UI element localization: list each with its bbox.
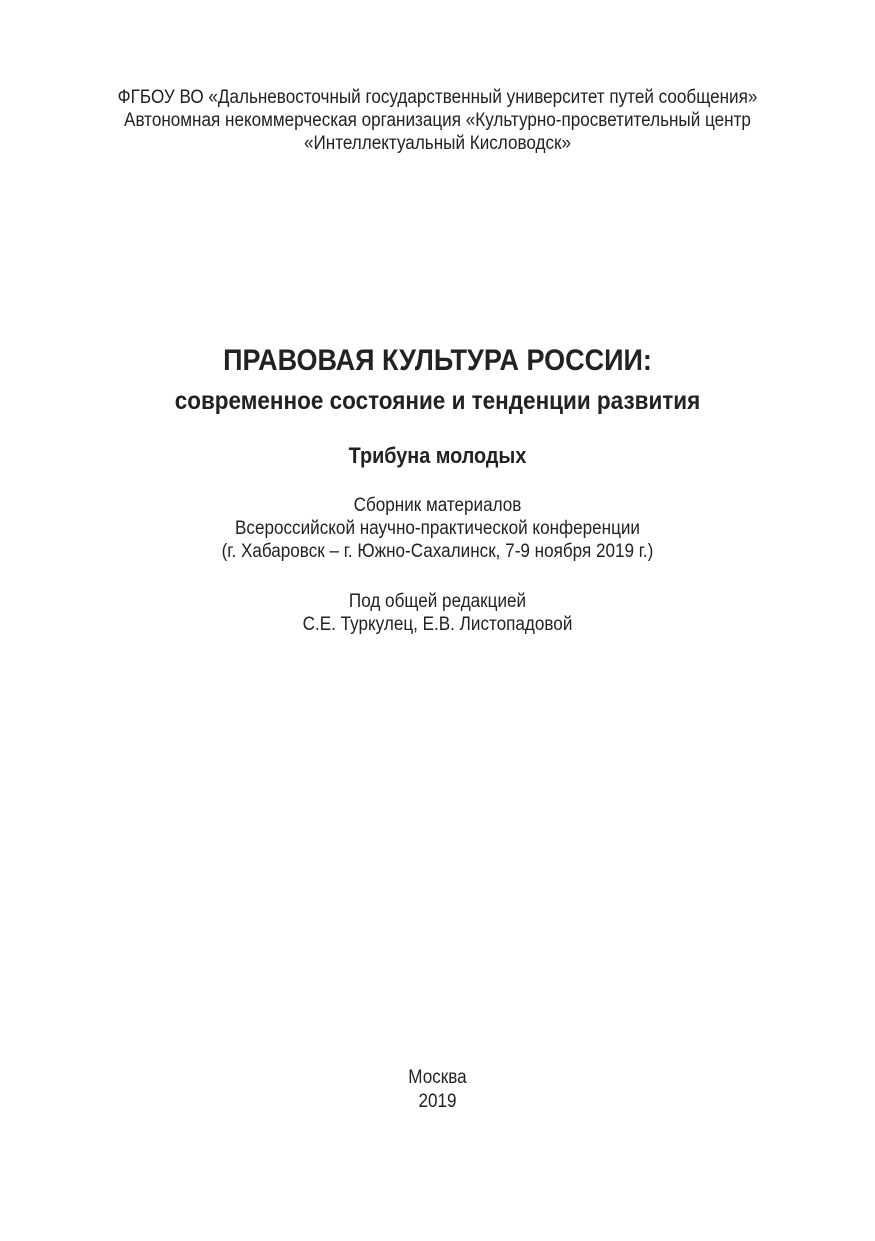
editors-block [0, 590, 875, 636]
collection-line-conference: Всероссийской научно-практической конференции [235, 518, 640, 539]
imprint-city: Москва [408, 1067, 467, 1088]
collection-description [0, 494, 875, 563]
imprint-year: 2019 [418, 1091, 457, 1112]
editors-names: С.Е. Туркулец, Е.В. Листопадовой [302, 614, 573, 635]
collection-line-type: Сборник материалов [353, 495, 522, 516]
collection-line-location-date: (г. Хабаровск – г. Южно-Сахалинск, 7-9 ноября 2019 г.) [221, 541, 654, 562]
book-subtitle: Трибуна молодых [348, 443, 527, 468]
editors-label: Под общей редакцией [348, 591, 527, 612]
publisher-line-organization-name: «Интеллектуальный Кисловодск» [303, 133, 572, 154]
publisher-line-organization: Автономная некоммерческая организация «Культурно-просветительный центр [124, 110, 751, 131]
publisher-block [0, 86, 875, 155]
publisher-line-university: ФГБОУ ВО «Дальневосточный государственный университет путей сообщения» [117, 87, 758, 108]
imprint-block [0, 1066, 875, 1114]
book-title: ПРАВОВАЯ КУЛЬТУРА РОССИИ: [223, 344, 652, 377]
book-title-continuation: современное состояние и тенденции развития [174, 387, 701, 415]
